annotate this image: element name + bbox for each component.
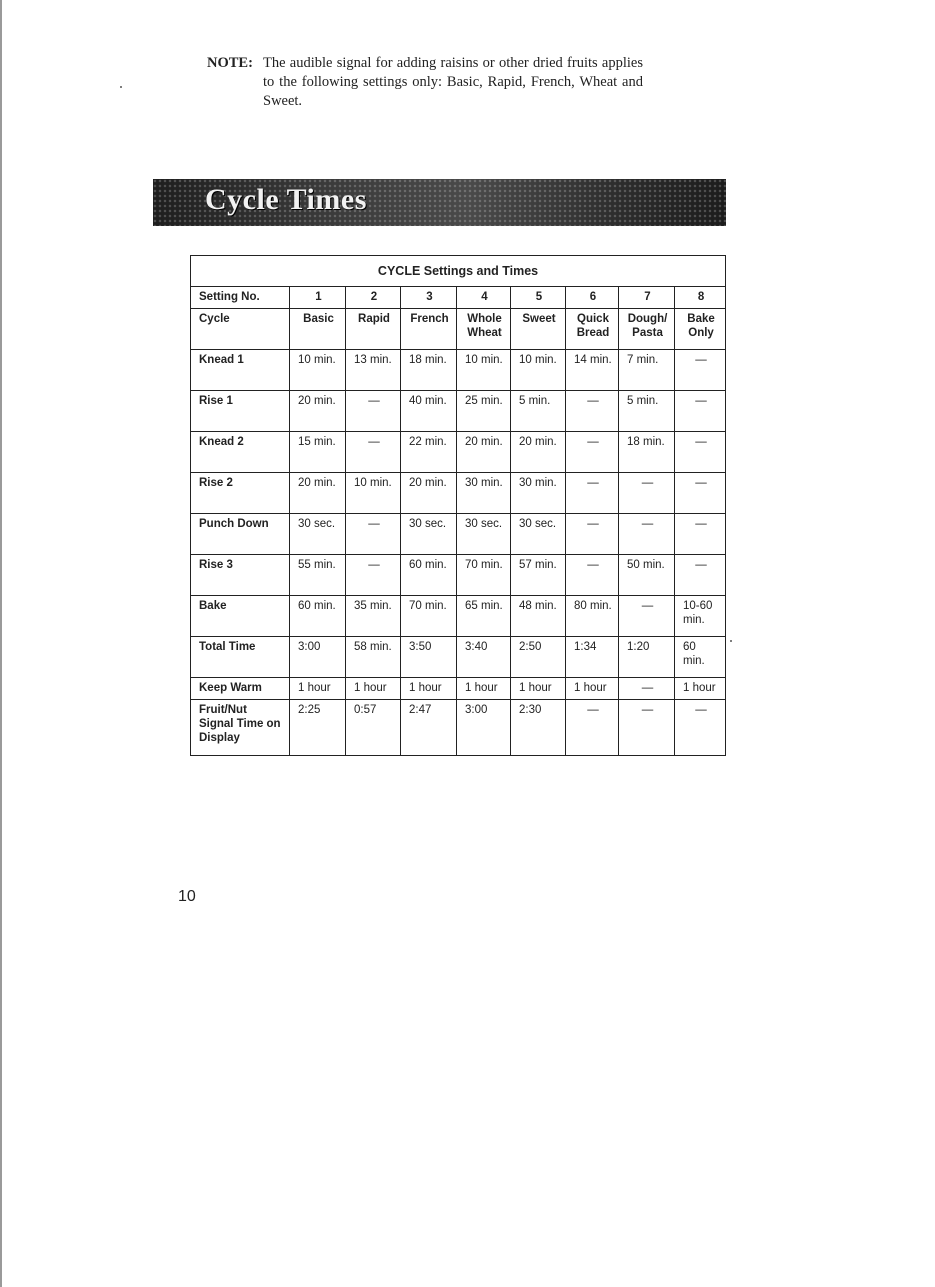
table-cell: 30 min. [457, 473, 511, 514]
table-cell: 10 min. [511, 350, 566, 391]
table-cell: 1 hour [290, 678, 346, 700]
table-cell: 3:50 [401, 637, 457, 678]
table-cell: — [346, 514, 401, 555]
table-row [191, 555, 726, 596]
row-label: Setting No. [191, 287, 290, 309]
table-cell: 35 min. [346, 596, 401, 637]
row-label: Bake [191, 596, 290, 637]
table-cell: 18 min. [619, 432, 675, 473]
table-cell: 70 min. [457, 555, 511, 596]
table-cell: 5 min. [619, 391, 675, 432]
table-cell: 20 min. [290, 473, 346, 514]
cycle-name: Bake Only [675, 309, 726, 350]
setting-number: 8 [675, 287, 726, 309]
table-cell: — [675, 700, 726, 756]
table-cell: 0:57 [346, 700, 401, 756]
table-cell: 14 min. [566, 350, 619, 391]
table-cell: 1 hour [511, 678, 566, 700]
table-cell: 7 min. [619, 350, 675, 391]
table-cell: 2:30 [511, 700, 566, 756]
table-cell: 10 min. [346, 473, 401, 514]
table-cell: 1 hour [457, 678, 511, 700]
setting-number: 3 [401, 287, 457, 309]
cycle-name: Rapid [346, 309, 401, 350]
page-edge-line [0, 0, 2, 1287]
row-label: Rise 2 [191, 473, 290, 514]
table-body-steps [191, 350, 726, 678]
table-row [191, 432, 726, 473]
table-cell: — [619, 473, 675, 514]
table-cell: 3:00 [457, 700, 511, 756]
setting-number: 6 [566, 287, 619, 309]
table-cell: — [675, 391, 726, 432]
table-row-fruit-nut [191, 700, 726, 756]
note-label: NOTE: [207, 55, 253, 71]
row-label: Fruit/Nut Signal Time on Display [191, 700, 290, 756]
table-cell: 1 hour [566, 678, 619, 700]
cycle-times-table [190, 255, 726, 756]
row-label: Rise 3 [191, 555, 290, 596]
table-cell: — [566, 514, 619, 555]
table-caption: CYCLE Settings and Times [191, 256, 726, 287]
table-cell: 18 min. [401, 350, 457, 391]
table-cell: 30 sec. [511, 514, 566, 555]
cycle-name: Whole Wheat [457, 309, 511, 350]
section-title: Cycle Times [205, 183, 367, 216]
table-cell: 70 min. [401, 596, 457, 637]
table-cell: 1:20 [619, 637, 675, 678]
table-cell: 65 min. [457, 596, 511, 637]
table-cell: 20 min. [457, 432, 511, 473]
table-cell: 3:40 [457, 637, 511, 678]
table-cell: — [566, 432, 619, 473]
setting-number: 4 [457, 287, 511, 309]
table-cell: 55 min. [290, 555, 346, 596]
table-cell: 2:47 [401, 700, 457, 756]
page-number: 10 [178, 888, 196, 905]
setting-number: 1 [290, 287, 346, 309]
table-cell: 20 min. [290, 391, 346, 432]
table-cell: — [675, 555, 726, 596]
table-cell: 2:25 [290, 700, 346, 756]
row-label: Total Time [191, 637, 290, 678]
table-cell: — [566, 473, 619, 514]
table-cell: 57 min. [511, 555, 566, 596]
setting-number: 2 [346, 287, 401, 309]
table-cell: — [346, 391, 401, 432]
table-cell: 22 min. [401, 432, 457, 473]
row-label: Cycle [191, 309, 290, 350]
table-cell: 10 min. [457, 350, 511, 391]
table-cell: — [346, 432, 401, 473]
row-label: Knead 1 [191, 350, 290, 391]
scan-speck [730, 640, 732, 642]
section-banner [153, 179, 726, 226]
table-row-keep-warm [191, 678, 726, 700]
table-cell: 40 min. [401, 391, 457, 432]
table-cell: 60 min. [675, 637, 726, 678]
table-cell: — [619, 678, 675, 700]
cycle-name: Dough/ Pasta [619, 309, 675, 350]
table-cell: 15 min. [290, 432, 346, 473]
table-cell: — [566, 555, 619, 596]
table-cell: — [619, 514, 675, 555]
table-row-setting-no [191, 287, 726, 309]
row-label: Knead 2 [191, 432, 290, 473]
table-cell: 48 min. [511, 596, 566, 637]
table-row [191, 596, 726, 637]
table-cell: 3:00 [290, 637, 346, 678]
table-cell: — [675, 350, 726, 391]
cycle-name: Sweet [511, 309, 566, 350]
table-cell: 30 sec. [290, 514, 346, 555]
table-row [191, 391, 726, 432]
scan-speck [120, 86, 122, 88]
table-cell: 80 min. [566, 596, 619, 637]
table-cell: — [566, 391, 619, 432]
table-cell: 2:50 [511, 637, 566, 678]
table-cell: — [619, 596, 675, 637]
note-text: The audible signal for adding raisins or other dried fruits applies to the following settings only: Basic, Rapid, French, Wheat and Sweet. [263, 55, 643, 109]
cycle-name: Basic [290, 309, 346, 350]
table-cell: 1:34 [566, 637, 619, 678]
table-cell: 30 min. [511, 473, 566, 514]
table-cell: — [675, 514, 726, 555]
table-cell: 60 min. [290, 596, 346, 637]
table-cell: 1 hour [346, 678, 401, 700]
table-cell: 5 min. [511, 391, 566, 432]
table-row [191, 637, 726, 678]
table-cell: 1 hour [675, 678, 726, 700]
row-label: Rise 1 [191, 391, 290, 432]
table-row [191, 514, 726, 555]
table-cell: 30 sec. [401, 514, 457, 555]
table-cell: 10 min. [290, 350, 346, 391]
row-label: Keep Warm [191, 678, 290, 700]
table-cell: 25 min. [457, 391, 511, 432]
setting-number: 7 [619, 287, 675, 309]
table-row [191, 473, 726, 514]
table-cell: 10-60 min. [675, 596, 726, 637]
table-cell: — [675, 473, 726, 514]
table-cell: 1 hour [401, 678, 457, 700]
table-cell: 20 min. [401, 473, 457, 514]
table-cell: 60 min. [401, 555, 457, 596]
setting-number: 5 [511, 287, 566, 309]
table-cell: 50 min. [619, 555, 675, 596]
table-cell: 58 min. [346, 637, 401, 678]
table-cell: — [346, 555, 401, 596]
table-row [191, 350, 726, 391]
table-cell: — [566, 700, 619, 756]
row-label: Punch Down [191, 514, 290, 555]
table-cell: 13 min. [346, 350, 401, 391]
table-cell: — [619, 700, 675, 756]
cycle-name: Quick Bread [566, 309, 619, 350]
cycle-name: French [401, 309, 457, 350]
table-cell: 20 min. [511, 432, 566, 473]
table-cell: 30 sec. [457, 514, 511, 555]
table-row-cycle [191, 309, 726, 350]
table-cell: — [675, 432, 726, 473]
